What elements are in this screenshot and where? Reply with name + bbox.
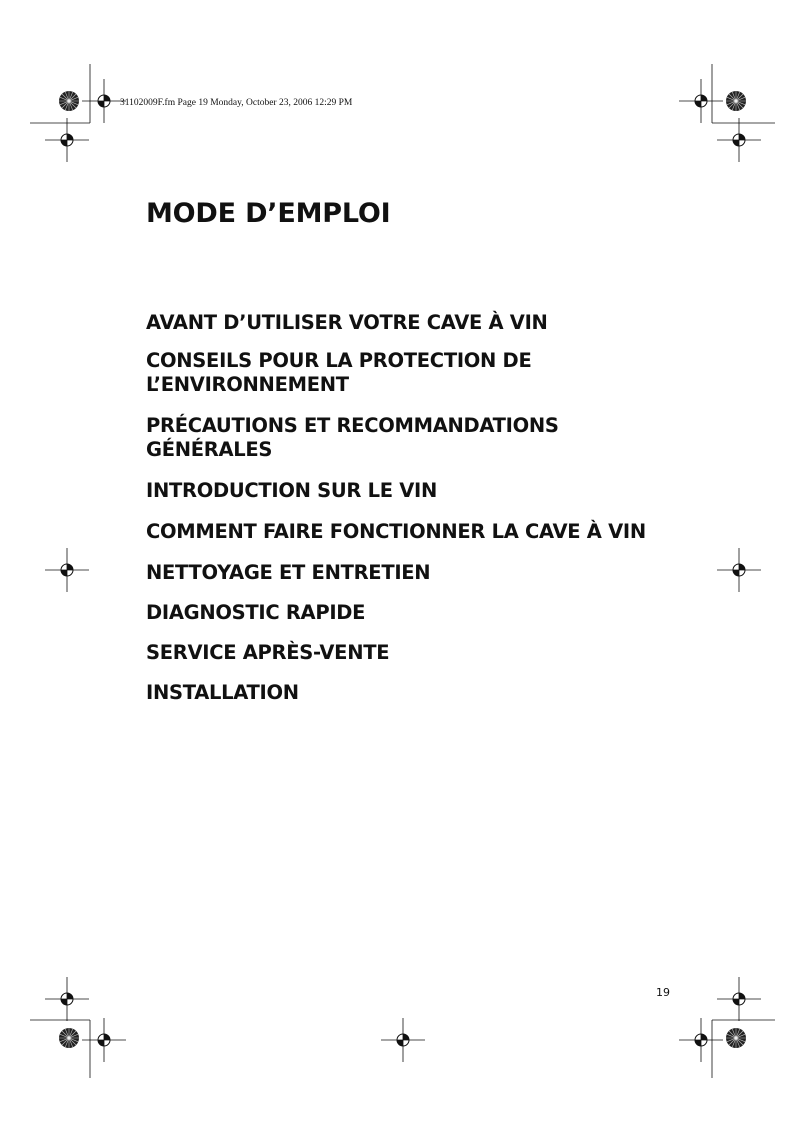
toc-item[interactable]: COMMENT FAIRE FONCTIONNER LA CAVE À VIN xyxy=(146,520,646,543)
registration-rosette-icon xyxy=(59,1028,79,1048)
registration-target-icon xyxy=(45,548,89,592)
registration-target-icon xyxy=(679,79,723,123)
registration-target-icon xyxy=(717,118,761,162)
registration-target-icon xyxy=(45,977,89,1021)
toc-item[interactable]: DIAGNOSTIC RAPIDE xyxy=(146,601,366,624)
registration-target-icon xyxy=(717,977,761,1021)
registration-target-icon xyxy=(717,548,761,592)
toc-item[interactable]: AVANT D’UTILISER VOTRE CAVE À VIN xyxy=(146,311,548,334)
registration-target-icon xyxy=(679,1018,723,1062)
registration-target-icon xyxy=(45,118,89,162)
registration-rosette-icon xyxy=(59,91,79,111)
toc-item[interactable]: INSTALLATION xyxy=(146,681,299,704)
toc-item[interactable]: PRÉCAUTIONS ET RECOMMANDATIONS GÉNÉRALES xyxy=(146,414,559,461)
table-of-contents xyxy=(146,311,686,705)
registration-rosette-icon xyxy=(726,1028,746,1048)
registration-target-icon xyxy=(381,1018,425,1062)
registration-target-icon xyxy=(82,1018,126,1062)
registration-rosette-icon xyxy=(726,91,746,111)
toc-item[interactable]: CONSEILS POUR LA PROTECTION DE L’ENVIRONNEMENT xyxy=(146,349,532,396)
toc-item[interactable]: SERVICE APRÈS-VENTE xyxy=(146,641,390,664)
toc-item[interactable]: INTRODUCTION SUR LE VIN xyxy=(146,479,438,502)
page-title: MODE D’EMPLOI xyxy=(146,198,391,229)
toc-item[interactable]: NETTOYAGE ET ENTRETIEN xyxy=(146,561,431,584)
file-info-header: 31102009F.fm Page 19 Monday, October 23, 2006 12:29 PM xyxy=(120,98,353,108)
page-number: 19 xyxy=(656,986,670,999)
